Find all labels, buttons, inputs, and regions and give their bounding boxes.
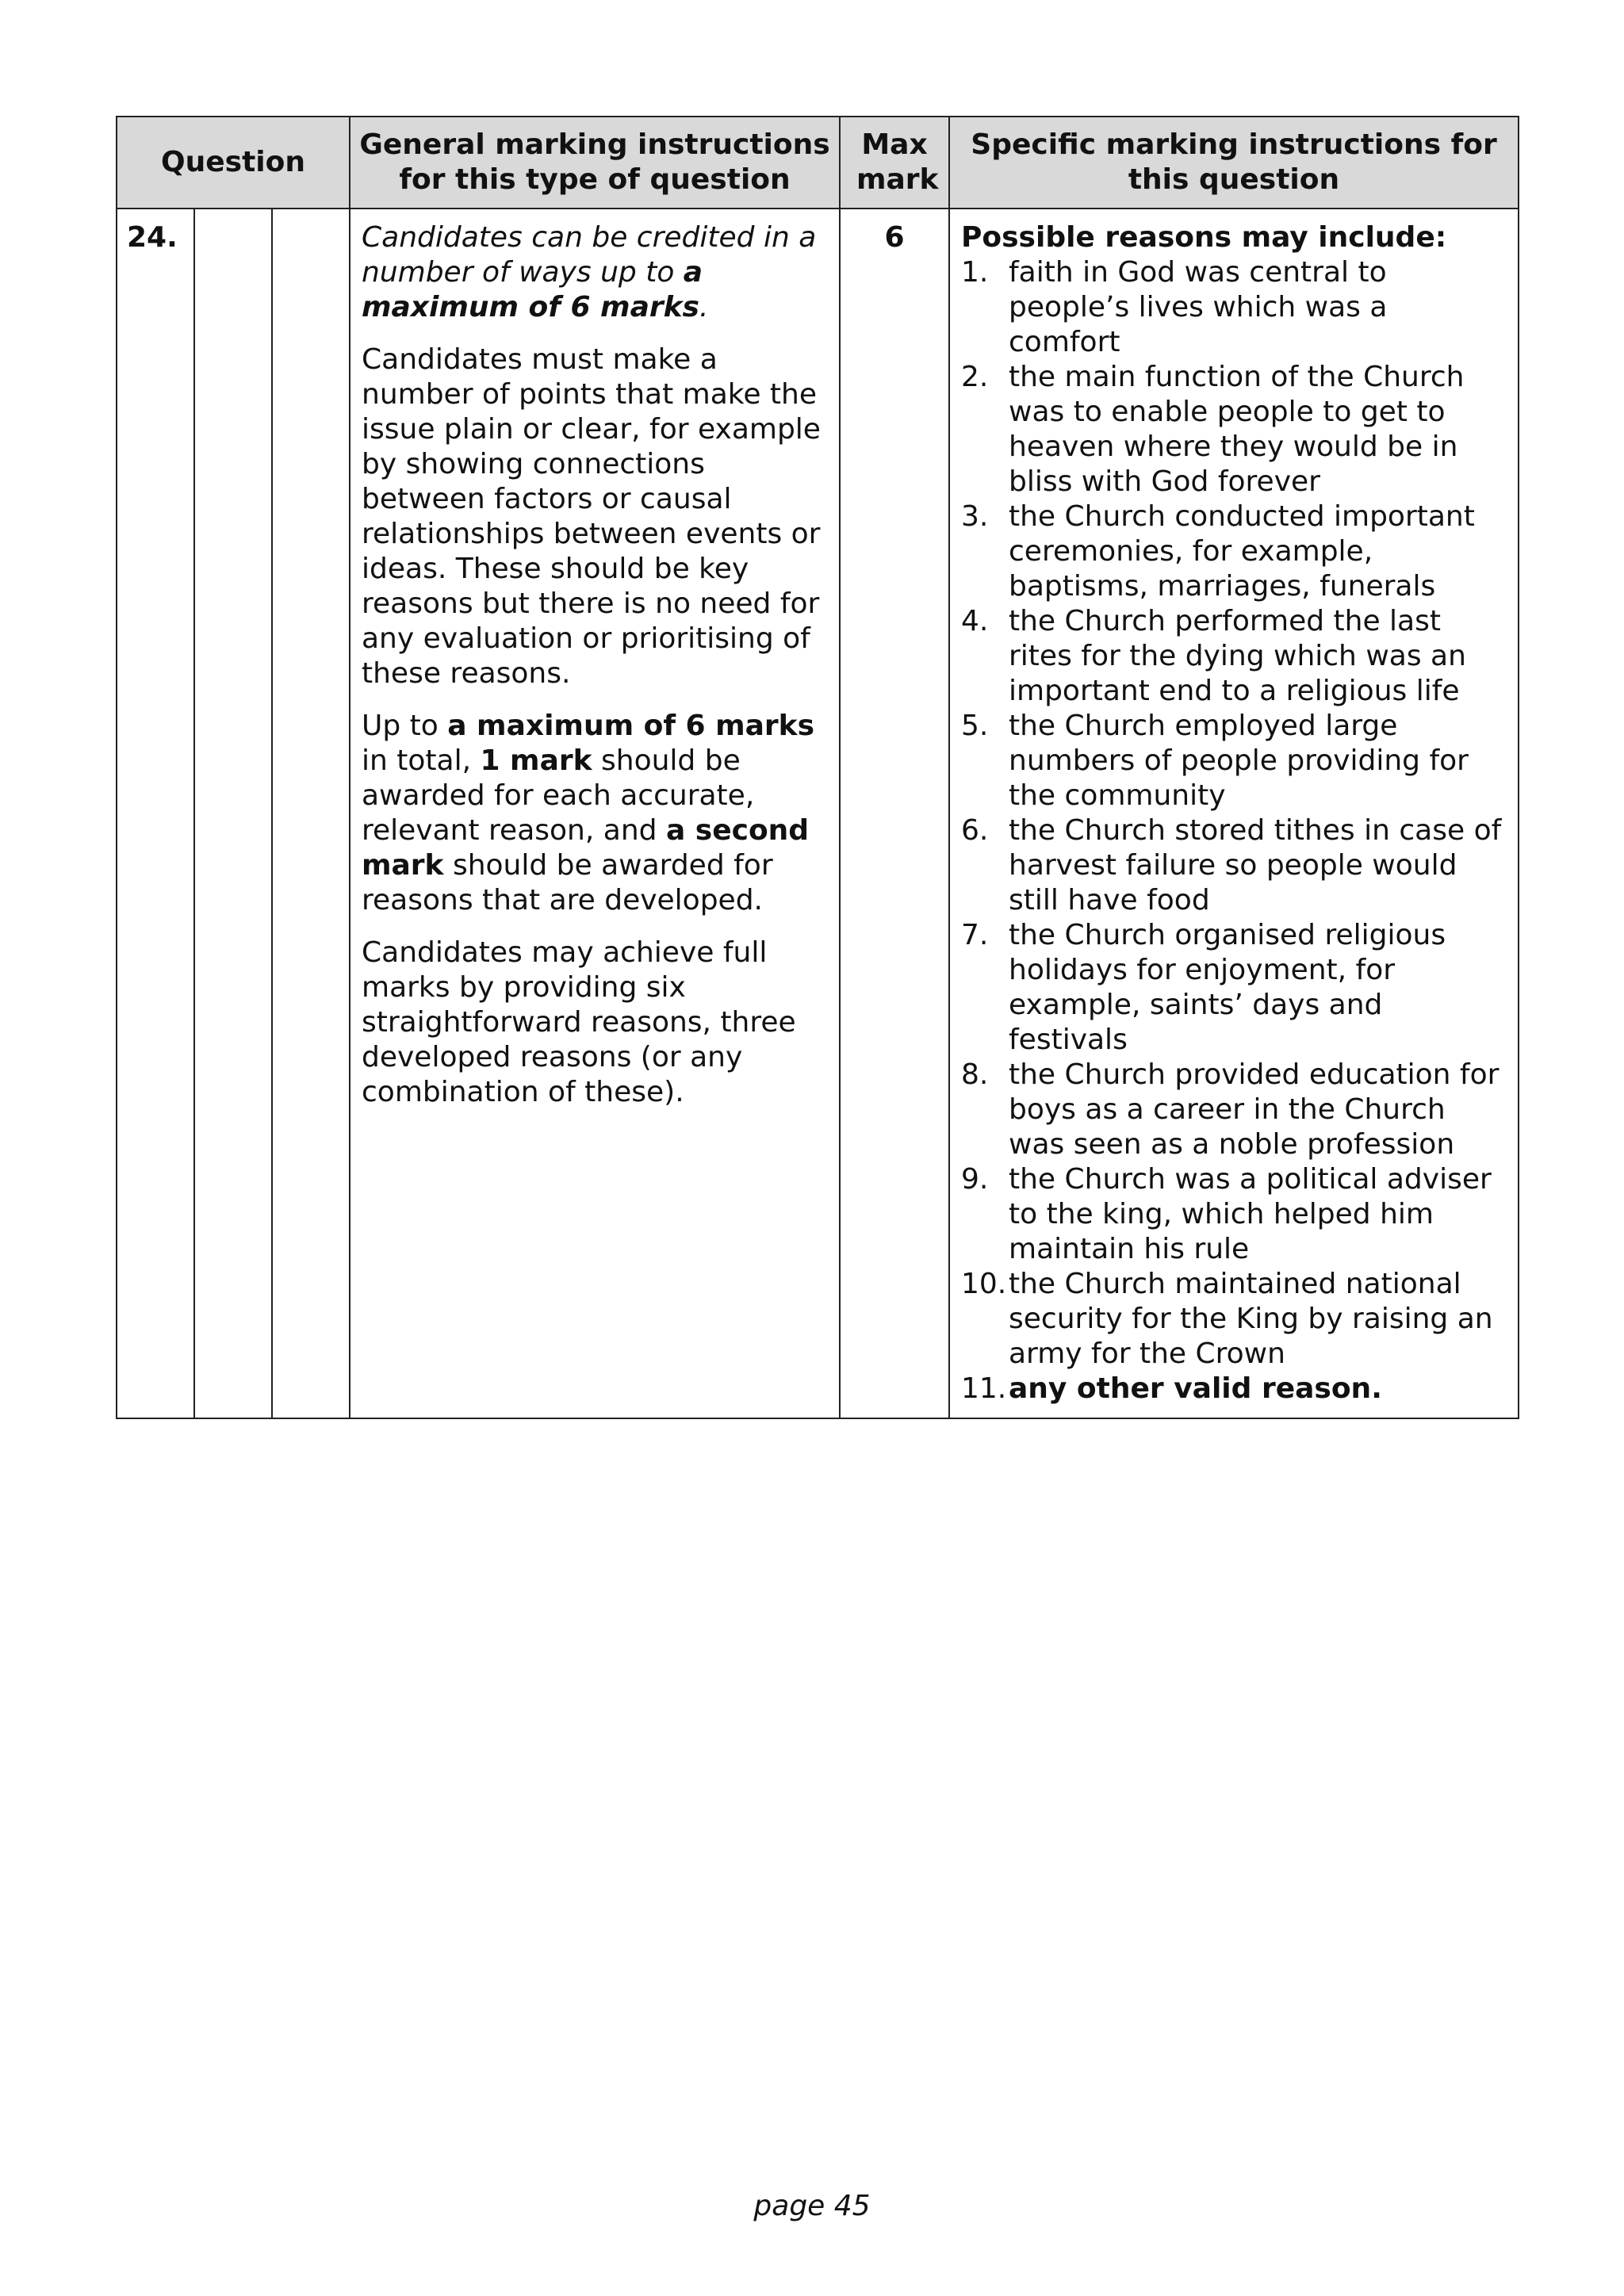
- list-item: [961, 1058, 1507, 1162]
- list-item-number: 5.: [961, 710, 989, 742]
- list-item-number: 2.: [961, 361, 989, 393]
- list-item: [961, 1267, 1507, 1372]
- list-item: [961, 1372, 1507, 1406]
- question-number: 24.: [117, 209, 194, 1418]
- list-item-number: 9.: [961, 1163, 989, 1196]
- max-mark-value: 6: [840, 209, 949, 1418]
- list-item: [961, 360, 1507, 499]
- general-paragraph-1: [362, 220, 828, 325]
- list-item: [961, 813, 1507, 918]
- general-paragraph-2: Candidates must make a number of points that make the issue plain or clear, for example by showing connections between factors or causal relationships between events or ideas. These should be key reasons but there is no need for any evaluation or prioritising of these reasons.: [362, 343, 821, 690]
- list-item: [961, 604, 1507, 709]
- list-item-text: faith in God was central to people’s lives which was a comfort: [1009, 256, 1388, 358]
- list-item-text: the Church conducted important ceremonies, for example, baptisms, marriages, funerals: [1009, 500, 1475, 603]
- list-item-text: the main function of the Church was to enable people to get to heaven where they would be in bliss with God forever: [1009, 361, 1465, 498]
- list-item-text: the Church organised religious holidays for enjoyment, for example, saints’ days and festivals: [1009, 919, 1446, 1056]
- list-item: [961, 255, 1507, 360]
- table-row: [117, 209, 1519, 1418]
- general-p3-e: should be awarded for each accurate, relevant reason, and: [362, 744, 755, 847]
- list-item-text: any other valid reason.: [1009, 1372, 1382, 1405]
- specific-instructions-cell: [949, 209, 1519, 1418]
- reasons-list: [961, 255, 1507, 1406]
- general-p3-f: a second mark: [362, 814, 810, 882]
- list-item: [961, 918, 1507, 1058]
- header-general-instructions: General marking instructions for this type of question: [350, 117, 840, 209]
- list-item-number: 11.: [961, 1372, 1007, 1405]
- general-p1-bold: a maximum of 6 marks: [362, 256, 703, 323]
- general-paragraph-3: [362, 709, 828, 918]
- list-item-text: the Church employed large numbers of people providing for the community: [1009, 710, 1469, 812]
- marking-table: [116, 116, 1519, 1419]
- page-number: page 45: [753, 2190, 871, 2222]
- general-p3-b: a maximum of 6 marks: [447, 710, 815, 742]
- list-item: [961, 499, 1507, 604]
- general-p1-suffix: .: [699, 291, 709, 323]
- general-p3-g: should be awarded for reasons that are developed.: [362, 849, 773, 916]
- list-item-text: the Church provided education for boys as a career in the Church was seen as a noble profession: [1009, 1058, 1500, 1161]
- list-item-number: 10.: [961, 1268, 1007, 1300]
- general-p1-prefix: Candidates can be credited in a number of ways up to: [362, 221, 817, 289]
- general-p3-a: Up to: [362, 710, 448, 742]
- list-item-number: 7.: [961, 919, 989, 951]
- header-question: Question: [117, 117, 350, 209]
- general-p3-c: in total,: [362, 744, 481, 777]
- specific-intro: Possible reasons may include:: [961, 221, 1447, 254]
- list-item: [961, 709, 1507, 813]
- list-item-number: 6.: [961, 814, 989, 847]
- general-paragraph-4: Candidates may achieve full marks by providing six straightforward reasons, three developed reasons (or any combination of these).: [362, 936, 796, 1108]
- list-item-number: 1.: [961, 256, 989, 289]
- general-p3-d: 1 mark: [480, 744, 592, 777]
- header-specific-instructions: Specific marking instructions for this question: [949, 117, 1519, 209]
- list-item-number: 8.: [961, 1058, 989, 1091]
- list-item-number: 4.: [961, 605, 989, 637]
- header-max-mark: Max mark: [840, 117, 949, 209]
- list-item: [961, 1162, 1507, 1267]
- list-item-text: the Church stored tithes in case of harvest failure so people would still have food: [1009, 814, 1502, 916]
- list-item-number: 3.: [961, 500, 989, 533]
- list-item-text: the Church maintained national security for the King by raising an army for the Crown: [1009, 1268, 1493, 1370]
- general-instructions-cell: [350, 209, 840, 1418]
- table-header-row: [117, 117, 1519, 209]
- question-subpart-cell: [272, 209, 350, 1418]
- question-part-cell: [194, 209, 272, 1418]
- list-item-text: the Church was a political adviser to the king, which helped him maintain his rule: [1009, 1163, 1492, 1265]
- list-item-text: the Church performed the last rites for the dying which was an important end to a religious life: [1009, 605, 1466, 707]
